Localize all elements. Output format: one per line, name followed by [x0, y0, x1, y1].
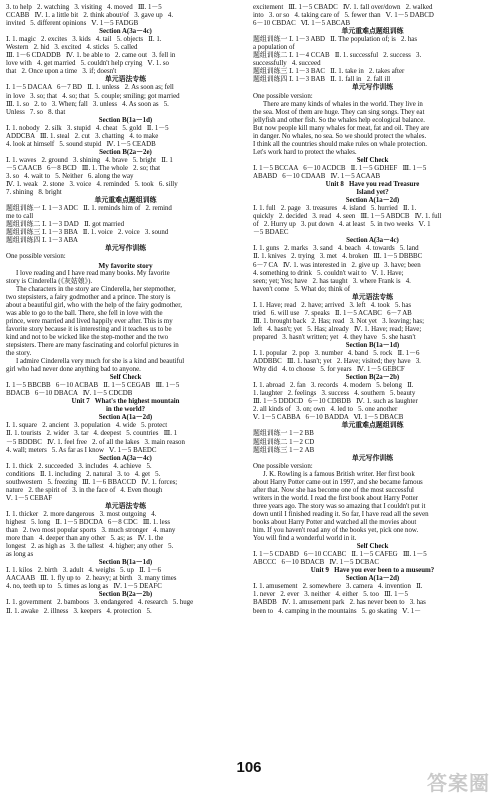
text-line: But now people kill many whales for meat, fat and oil. They are	[253, 124, 430, 132]
watermark-logo: 答案圈	[427, 771, 490, 795]
text-line: about Harry Potter came out in 1997, and she became famous	[253, 478, 423, 486]
text-line: southwestern 5. freezing Ⅲ. 1－6 BBACCD Ⅳ. 1. forces;	[6, 478, 178, 486]
left-column	[6, 4, 245, 760]
text-line: into 3. or so 4. taking care of 5. fewer than Ⅴ. 1－5 DABCD	[253, 12, 434, 20]
section-heading: 单元重难点题组训练	[341, 28, 404, 36]
text-line: Ⅲ. 1－5 DDDCD 6－10 CDBDB Ⅳ. 1. such as laughter	[253, 398, 418, 406]
section-heading: Unit 9 Have you ever been to a museum?	[310, 567, 435, 575]
text-line: －5 BDDBC Ⅳ. 1. feel free 2. of all the lakes 3. main reason	[6, 438, 185, 446]
text-line: stepsisters. There are many fascinating and colorful pictures in	[6, 341, 179, 349]
text-line: favorite story because it is interesting and it teaches us to be	[6, 325, 172, 333]
right-column	[253, 4, 492, 760]
text-line: Western 2. hid 3. excited 4. sticks 5. called	[6, 44, 138, 52]
text-line: 4. no, teeth up to 5. times as long as Ⅳ. 1－5 DEAFC	[6, 583, 162, 591]
text-line: kind and not to be wicked like the step-mother and the two	[6, 333, 169, 341]
text-line: quickly 2. decided 3. read 4. seen Ⅲ. 1－5 ABDCB Ⅳ. 1. full	[253, 213, 442, 221]
section-heading: Section A(1a－2d)	[98, 414, 153, 422]
paragraph-start: J. K. Rowling is a famous British writer. Her first book	[263, 470, 415, 478]
section-heading: Island yet?	[356, 189, 389, 197]
text-line: Ⅰ. 1－5 BBCBB 6－10 ACBAB Ⅱ. 1－5 CEGAB Ⅲ. 1－5	[6, 382, 180, 390]
page-number: 106	[236, 759, 262, 776]
text-line: 题组训练四 Ⅰ. 1－3 BAB Ⅱ. 1. fall in 2. fall ill	[253, 76, 391, 84]
section-heading: Section A(3a－4c)	[99, 28, 152, 36]
text-line: Ⅰ. 1－5 BCCAA 6－10 ACDCB Ⅱ. 1－5 GDHEF Ⅲ. 1－5	[253, 164, 427, 172]
text-line: story is Cinderella (《灰姑娘》).	[6, 277, 93, 285]
text-line: 2. all kinds of 3. on; own 4. led to 5. one another	[253, 406, 398, 414]
text-line: Ⅲ. 1－6 CDADDB Ⅳ. 1. be able to 2. came out 3. fell in	[6, 52, 176, 60]
text-line: nature 2. the spirit of 3. in the face of 4. Even though	[6, 486, 163, 494]
text-line: that 2. Once upon a time 3. if; doesn't	[6, 68, 117, 76]
text-line: left 4. hasn't; yet 5. Has; already Ⅳ. 1. Have; read; Have;	[253, 325, 422, 333]
text-line: ABCCC 6－10 BDACB Ⅳ. 1－5 DCBAC	[253, 559, 379, 567]
text-line: Ⅰ. 1. square 2. ancient 3. population 4. wide 5. protect	[6, 422, 168, 430]
section-heading: 单元写作训练	[351, 454, 394, 462]
text-line: AACAAB Ⅲ. 1. fly up to 2. heavy; at birth 3. many times	[6, 575, 177, 583]
text-line: You will find a wonderful world in it.	[253, 535, 357, 543]
text-line: One possible version:	[253, 462, 313, 470]
text-line: 4. something to drink 5. couldn't wait to Ⅴ. 1. Have;	[253, 269, 404, 277]
text-line: Ⅰ. 1. popular 2. pop 3. number 4. band 5. rock Ⅱ. 1－6	[253, 350, 420, 358]
text-line: 题组训练四 Ⅰ. 1－3 ABA	[6, 237, 79, 245]
text-line: tried 6. will use 7. speaks Ⅱ. 1－5 ACABC 6－7 AB	[253, 309, 412, 317]
section-heading: Unit 7 What's the highest mountain	[71, 398, 180, 406]
text-line: haven't come 5. What do; think of	[253, 285, 350, 293]
text-line: Ⅲ. 1. so 2. to 3. When; fall 3. unless 4. As soon as 5.	[6, 100, 169, 108]
text-line: prince, were married and lived happily ever after. This is my	[6, 317, 173, 325]
text-line: 4. look at himself 5. sound stupid Ⅳ. 1－5 CEADB	[6, 140, 156, 148]
text-line: Ⅰ. 1. kilos 2. birth 3. adult 4. weighs 5. up Ⅱ. 1－6	[6, 567, 161, 575]
section-heading: Self Check	[356, 543, 389, 551]
text-line: 题组训练一 1－2 BB	[253, 430, 314, 438]
text-line: Ⅰ. 1. thicker 2. more dangerous 3. most outgoing 4.	[6, 510, 157, 518]
text-line: down until I finished reading it. So far, I have read all the seven	[253, 510, 429, 518]
text-line: Ⅰ. 1－5 CDABD 6－10 CCABC Ⅱ. 1－5 CAFEG Ⅲ. 1－5	[253, 551, 427, 559]
text-line: books about Harry Potter and watched all the movies about	[253, 519, 417, 526]
text-line: longest 2. as high as 3. the tallest 4. higher; any other 5.	[6, 543, 174, 551]
section-heading: 单元写作训练	[104, 245, 147, 253]
text-line: 7. shining 8. bright	[6, 189, 62, 197]
text-line: I think all the countries should make rules on whale protection.	[253, 140, 427, 148]
section-heading: 单元写作训练	[351, 84, 394, 92]
text-line: after that. Now she has become one of the most successful	[253, 486, 414, 494]
section-heading: Section A(1a－2d)	[345, 575, 400, 583]
text-line: as long as	[6, 551, 34, 559]
text-line: than 2. two most popular sports 3. much stronger 4. many	[6, 527, 176, 535]
section-heading: 单元重难点题组训练	[94, 197, 157, 205]
section-heading: in the world?	[105, 406, 146, 414]
text-line: 题组训练三 Ⅰ. 1－3 BAC Ⅱ. 1. take in 2. takes after	[253, 68, 405, 76]
text-line: Ⅰ. 1. waves 2. ground 3. shining 4. brave 5. bright Ⅱ. 1	[6, 156, 173, 164]
text-line: Why did 4. to choose 5. for years Ⅳ. 1－5 GEBCF	[253, 366, 405, 374]
text-line: successfully 4. succeed	[253, 60, 321, 68]
text-line: 6－10 CBDAC Ⅵ. 1－5 ABCAB	[253, 20, 351, 28]
text-line: excitement Ⅲ. 1－5 CBADC Ⅳ. 1. fall over/down 2. walked	[253, 4, 433, 11]
text-line: Ⅱ. 1. awake 2. illness 3. keepers 4. protection 5.	[6, 607, 152, 615]
text-line: Ⅰ. 1. amusement 2. somewhere 3. camera 4. invention Ⅱ.	[253, 583, 423, 591]
section-heading: Section B(2a－2e)	[99, 148, 152, 156]
text-line: 题组训练三 1－2 AB	[253, 446, 315, 454]
section-heading: 单元语法专练	[351, 293, 394, 301]
text-line: －5 BDAEC	[253, 229, 289, 237]
text-line: Ⅰ. 1－5 DACAA 6－7 BD Ⅱ. 1. unless 2. As soon as; fell	[6, 84, 174, 92]
text-line: three years ago. The story was so amazing that I couldn't put it	[253, 502, 426, 510]
text-line: two stepsisters, a fairy godmother and a prince. The story is	[6, 293, 171, 301]
text-line: Ⅴ. 1－5 CEBAF	[6, 494, 53, 502]
paragraph-start: There are many kinds of whales in the world. They live in	[263, 100, 423, 108]
text-line: 1. never 2. ever 3. neither 4. either 5. too Ⅲ. 1－5	[253, 591, 408, 599]
text-line: Let's work hard to protect the whales.	[253, 148, 357, 156]
text-line: One possible version:	[253, 92, 313, 100]
section-heading: 单元语法专练	[104, 76, 147, 84]
essay-title: My favorite story	[98, 260, 153, 270]
text-line: highest 5. long Ⅱ. 1－5 BDCDA 6－8 CDC Ⅲ. 1. less	[6, 519, 171, 526]
two-column-body	[6, 4, 492, 760]
text-line: girl who had never done anything bad to anyone.	[6, 366, 141, 374]
text-line: Ⅰ. 1. nobody 2. silk 3. stupid 4. cheat 5. gold Ⅱ. 1－5	[6, 124, 169, 132]
section-heading: Unit 8 Have you read Treasure	[325, 181, 420, 189]
text-line: Ⅰ. 1. government 2. bamboos 3. endangered 4. research 5. huge	[6, 599, 194, 607]
text-line: me to call	[6, 213, 34, 221]
text-line: more than 4. deeper than any other 5. as; as Ⅳ. 1. the	[6, 535, 164, 543]
section-heading: Section B(2a－2b)	[98, 591, 153, 599]
text-line: 3. so 4. wait to 5. Neither 6. along the way	[6, 172, 134, 180]
section-heading: 单元语法专练	[104, 502, 147, 510]
section-heading: Section A(1a－2d)	[345, 197, 400, 205]
section-heading: Section B(1a－1d)	[345, 341, 400, 349]
text-line: Ⅰ. 1. thick 2. succeeded 3. includes 4. achieve 5.	[6, 462, 152, 470]
text-line: Ⅱ. 1. tourists 2. wider 3. tar 4. deepest 5. countries Ⅲ. 1	[6, 430, 178, 438]
section-heading: Section B(2a－2b)	[345, 374, 400, 382]
paragraph-start: I love reading and I have read many books. My favorite	[16, 269, 170, 277]
text-line: Ⅰ. 1. Have; read 2. have; arrived 3. left 4. took 5. has	[253, 301, 412, 309]
text-line: about a beautiful girl, who with the help of the fairy godmother,	[6, 301, 182, 309]
text-line: love with 4. get married 5. couldn't help crying Ⅴ. 1. so	[6, 60, 169, 68]
text-line: him. If you haven't read any of the books yet, pick one now.	[253, 527, 419, 535]
text-line: 1. laughter 2. feelings 3. success 4. southern 5. beauty	[253, 390, 416, 398]
text-line: invited 5. different opinions Ⅴ. 1－5 FADGB	[6, 20, 139, 28]
section-heading: Section B(1a－1d)	[98, 559, 153, 567]
text-line: 题组训练二 Ⅰ. 1－3 DAD Ⅱ. got married	[6, 221, 125, 229]
text-line: the sea. Most of them are huge. They can sing songs. They eat	[253, 108, 425, 116]
text-line: Ⅳ. 1. weak 2. stone 3. voice 4. reminded 5. took 6. silly	[6, 181, 178, 189]
text-line: a population of	[253, 44, 295, 52]
text-line: of 2. Hurry up 3. put down 4. at least 5. in two weeks Ⅴ. 1	[253, 221, 431, 229]
text-line: 题组训练二 1－2 CD	[253, 438, 315, 446]
section-heading: Self Check	[356, 156, 389, 164]
text-line: jellyfish and other fish. So the whales help ecological balance.	[253, 116, 426, 124]
text-line: 题组训练一 Ⅰ. 1－3 ABD Ⅱ. The population of; is 2. has	[253, 36, 418, 44]
text-line: One possible version:	[6, 253, 66, 261]
section-heading: Section A(3a－4c)	[346, 237, 399, 245]
text-line: 6－7 CA Ⅳ. 1. was interested in 2. give up 3. have; been	[253, 261, 421, 269]
paragraph-start: The characters in the story are Cinderella, her stepmother,	[16, 285, 176, 293]
text-line: Unless 7. so 8. that	[6, 108, 66, 116]
text-line: prepared 3. hasn't written; yet 4. they have 5. she hasn't	[253, 333, 416, 341]
text-line: 3. to help 2. watching 3. visiting 4. moved Ⅲ. 1－5	[6, 4, 162, 11]
text-line: Ⅰ. 1. full 2. page 3. treasures 4. island 5. hurried Ⅱ. 1.	[253, 205, 417, 213]
text-line: was able to go to the ball. There, she fell in love with the	[6, 309, 163, 317]
text-line: been to 4. camping in the mountains 5. go skating Ⅴ. 1－	[253, 607, 422, 615]
text-line: Ⅰ. 1. abroad 2. fan 3. records 4. modern 5. belong Ⅱ.	[253, 382, 414, 390]
text-line: in danger. No whales, no sea. So we should protect the whales.	[253, 132, 427, 140]
text-line: BDACB 6－10 DBACA Ⅳ. 1－5 CDCDB	[6, 390, 133, 398]
text-line: ADDCBA Ⅲ. 1. steal 2. cut 3. chatting 4. to make	[6, 132, 159, 140]
text-line: Ⅴ. 1－5 CABBA 6－10 BADDA Ⅵ. 1－5 DBACB	[253, 414, 404, 422]
paragraph-start: I admire Cinderella very much for she is a kind and beautiful	[16, 358, 185, 366]
text-line: the story.	[6, 350, 32, 358]
text-line: conditions Ⅱ. 1. including 2. natural 3. to 4. get 5.	[6, 470, 161, 478]
text-line: Ⅲ. 1. brought back 2. Has; read 3. Not yet 3. leaving; has;	[253, 317, 425, 325]
text-line: ABABD 6－10 CDAAB Ⅳ. 1－5 ACAAB	[253, 172, 381, 180]
text-line: 题组训练三 Ⅰ. 1－3 BBA Ⅱ. 1. voice 2. voice 3. sound	[6, 229, 169, 237]
text-line: ADDBBC Ⅲ. 1. hasn't; yet 2. Have; visited; they have 3.	[253, 358, 421, 366]
text-line: in love 3. so; that 4. so; that 5. couple; smiling; got married	[6, 92, 180, 100]
section-heading: Section A(3a－4c)	[99, 454, 152, 462]
text-line: seen; yet; Yes; have 2. has taught 3. where Frank is 4.	[253, 277, 411, 285]
text-line: 题组训练一 Ⅰ. 1－3 ADC Ⅱ. 1. reminds him of 2. remind	[6, 205, 172, 213]
text-line: Ⅰ. 1. magic 2. excites 3. kids 4. tail 5. objects Ⅱ. 1.	[6, 36, 162, 44]
text-line: 题组训练二 Ⅰ. 1－4 CCAB Ⅱ. 1. successful 2. success 3.	[253, 52, 422, 60]
text-line: Ⅱ. 1. knives 2. trying 3. met 4. broken Ⅲ. 1－5 DBBBC	[253, 253, 423, 261]
text-line: －5 CAACB 6－8 BCD Ⅲ. 1. The whole 2. so; that	[6, 164, 161, 172]
section-heading: Section B(1a－1d)	[98, 116, 153, 124]
section-heading: Self Check	[109, 374, 142, 382]
text-line: Ⅰ. 1. guns 2. marks 3. sand 4. beach 4. towards 5. land	[253, 245, 419, 253]
text-line: writers in the world. I read the first book about Harry Potter	[253, 494, 418, 502]
text-line: BABDB Ⅳ. 1. amusement park 2. has never been to 3. has	[253, 599, 426, 607]
text-line: 4. wall; meters 5. As far as I know Ⅴ. 1－5 BAEDC	[6, 446, 157, 454]
text-line: CCABB Ⅳ. 1. a little bit 2. think about/of 3. gave up 4.	[6, 12, 174, 20]
section-heading: 单元重难点题组训练	[341, 422, 404, 430]
